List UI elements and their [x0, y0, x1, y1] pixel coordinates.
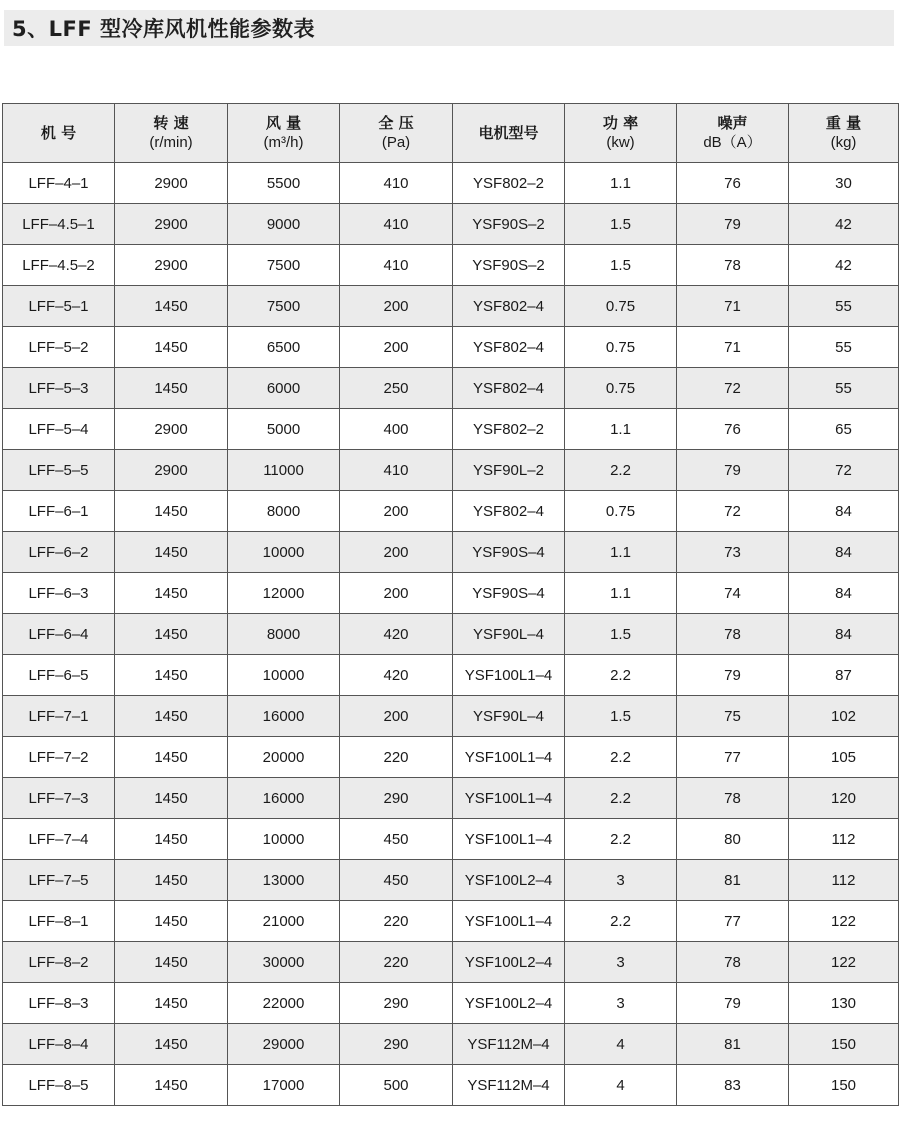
table-cell-speed: 1450 [115, 819, 228, 860]
table-row [3, 819, 899, 860]
table-cell-model: LFF–7–1 [3, 696, 115, 737]
table-cell-pressure: 420 [340, 655, 453, 696]
table-cell-pressure: 200 [340, 286, 453, 327]
table-cell-noise: 71 [677, 327, 789, 368]
table-cell-power: 2.2 [565, 737, 677, 778]
table-cell-model: LFF–4.5–1 [3, 204, 115, 245]
table-row [3, 614, 899, 655]
table-cell-model: LFF–8–2 [3, 942, 115, 983]
table-cell-pressure: 290 [340, 778, 453, 819]
table-cell-motor-model: YSF90L–4 [453, 614, 565, 655]
table-cell-model: LFF–8–1 [3, 901, 115, 942]
table-cell-noise: 72 [677, 491, 789, 532]
table-cell-model: LFF–5–4 [3, 409, 115, 450]
table-cell-speed: 1450 [115, 614, 228, 655]
table-cell-weight: 120 [789, 778, 899, 819]
table-cell-airflow: 13000 [228, 860, 340, 901]
column-header-label: 转 速 [153, 114, 189, 132]
column-header-unit: (m³/h) [263, 134, 304, 151]
table-cell-model: LFF–7–5 [3, 860, 115, 901]
table-header-row [3, 104, 899, 163]
table-cell-airflow: 16000 [228, 778, 340, 819]
table-cell-model: LFF–5–1 [3, 286, 115, 327]
table-cell-airflow: 10000 [228, 819, 340, 860]
table-cell-noise: 78 [677, 245, 789, 286]
table-cell-airflow: 30000 [228, 942, 340, 983]
table-cell-speed: 1450 [115, 368, 228, 409]
column-header-label: 重 量 [825, 114, 862, 132]
column-header-power [565, 104, 677, 163]
performance-table-container [2, 103, 898, 1106]
table-cell-airflow: 10000 [228, 532, 340, 573]
table-cell-pressure: 410 [340, 204, 453, 245]
column-header-label: 机 号 [40, 123, 77, 142]
table-cell-pressure: 220 [340, 942, 453, 983]
table-cell-motor-model: YSF90S–4 [453, 532, 565, 573]
table-cell-airflow: 21000 [228, 901, 340, 942]
table-cell-speed: 2900 [115, 450, 228, 491]
table-cell-weight: 84 [789, 491, 899, 532]
table-cell-speed: 1450 [115, 573, 228, 614]
table-cell-weight: 122 [789, 901, 899, 942]
table-cell-noise: 78 [677, 614, 789, 655]
table-cell-noise: 80 [677, 819, 789, 860]
table-cell-weight: 150 [789, 1024, 899, 1065]
table-cell-speed: 1450 [115, 737, 228, 778]
table-cell-noise: 73 [677, 532, 789, 573]
table-cell-noise: 77 [677, 901, 789, 942]
table-cell-pressure: 220 [340, 737, 453, 778]
column-header-unit: (r/min) [149, 134, 193, 151]
table-cell-airflow: 6000 [228, 368, 340, 409]
table-cell-motor-model: YSF112M–4 [453, 1024, 565, 1065]
table-cell-weight: 150 [789, 1065, 899, 1106]
table-cell-noise: 79 [677, 983, 789, 1024]
table-cell-weight: 84 [789, 573, 899, 614]
table-cell-weight: 105 [789, 737, 899, 778]
table-row [3, 655, 899, 696]
table-cell-power: 1.1 [565, 573, 677, 614]
table-cell-motor-model: YSF100L2–4 [453, 942, 565, 983]
table-cell-motor-model: YSF90S–2 [453, 204, 565, 245]
table-cell-power: 1.1 [565, 163, 677, 204]
table-cell-speed: 1450 [115, 655, 228, 696]
table-cell-pressure: 250 [340, 368, 453, 409]
table-cell-motor-model: YSF100L1–4 [453, 778, 565, 819]
table-cell-speed: 1450 [115, 327, 228, 368]
table-cell-power: 2.2 [565, 778, 677, 819]
table-row [3, 696, 899, 737]
table-cell-airflow: 5500 [228, 163, 340, 204]
table-cell-motor-model: YSF100L1–4 [453, 655, 565, 696]
table-row [3, 901, 899, 942]
table-cell-model: LFF–7–4 [3, 819, 115, 860]
table-cell-speed: 2900 [115, 245, 228, 286]
table-cell-pressure: 220 [340, 901, 453, 942]
table-row [3, 1024, 899, 1065]
table-cell-airflow: 22000 [228, 983, 340, 1024]
column-header-airflow [228, 104, 340, 163]
table-cell-pressure: 410 [340, 450, 453, 491]
table-cell-weight: 112 [789, 860, 899, 901]
table-cell-airflow: 16000 [228, 696, 340, 737]
table-cell-weight: 30 [789, 163, 899, 204]
table-cell-noise: 75 [677, 696, 789, 737]
table-cell-speed: 1450 [115, 286, 228, 327]
table-cell-weight: 42 [789, 204, 899, 245]
table-cell-noise: 81 [677, 1024, 789, 1065]
column-header-label: 噪声 [717, 114, 748, 132]
table-cell-power: 0.75 [565, 286, 677, 327]
table-cell-model: LFF–4.5–2 [3, 245, 115, 286]
table-cell-motor-model: YSF802–4 [453, 368, 565, 409]
table-cell-power: 1.5 [565, 204, 677, 245]
table-cell-weight: 112 [789, 819, 899, 860]
table-row [3, 737, 899, 778]
table-cell-noise: 77 [677, 737, 789, 778]
table-row [3, 778, 899, 819]
table-cell-power: 1.5 [565, 614, 677, 655]
table-cell-model: LFF–4–1 [3, 163, 115, 204]
table-cell-noise: 81 [677, 860, 789, 901]
table-cell-power: 3 [565, 860, 677, 901]
table-row [3, 409, 899, 450]
table-cell-speed: 1450 [115, 491, 228, 532]
table-cell-pressure: 400 [340, 409, 453, 450]
table-cell-weight: 102 [789, 696, 899, 737]
table-cell-speed: 2900 [115, 163, 228, 204]
table-cell-model: LFF–8–5 [3, 1065, 115, 1106]
table-cell-noise: 79 [677, 655, 789, 696]
table-cell-airflow: 7500 [228, 245, 340, 286]
column-header-model [3, 104, 115, 163]
table-cell-power: 1.5 [565, 696, 677, 737]
column-header-label: 功 率 [602, 114, 639, 132]
table-cell-speed: 2900 [115, 409, 228, 450]
table-cell-airflow: 11000 [228, 450, 340, 491]
table-cell-power: 0.75 [565, 491, 677, 532]
table-cell-power: 4 [565, 1024, 677, 1065]
table-cell-model: LFF–8–4 [3, 1024, 115, 1065]
table-row [3, 491, 899, 532]
table-cell-pressure: 290 [340, 983, 453, 1024]
table-cell-motor-model: YSF100L2–4 [453, 860, 565, 901]
table-cell-weight: 84 [789, 532, 899, 573]
table-cell-airflow: 9000 [228, 204, 340, 245]
table-cell-noise: 79 [677, 204, 789, 245]
column-header-speed [115, 104, 228, 163]
table-cell-motor-model: YSF100L2–4 [453, 983, 565, 1024]
table-cell-motor-model: YSF100L1–4 [453, 901, 565, 942]
table-row [3, 1065, 899, 1106]
table-cell-speed: 1450 [115, 532, 228, 573]
column-header-weight [789, 104, 899, 163]
table-cell-weight: 72 [789, 450, 899, 491]
table-cell-motor-model: YSF802–4 [453, 491, 565, 532]
table-cell-motor-model: YSF100L1–4 [453, 737, 565, 778]
table-cell-motor-model: YSF802–4 [453, 286, 565, 327]
table-cell-weight: 55 [789, 327, 899, 368]
table-cell-weight: 130 [789, 983, 899, 1024]
table-cell-pressure: 200 [340, 532, 453, 573]
table-cell-speed: 1450 [115, 778, 228, 819]
table-row [3, 860, 899, 901]
table-cell-weight: 87 [789, 655, 899, 696]
table-cell-pressure: 290 [340, 1024, 453, 1065]
table-cell-power: 1.5 [565, 245, 677, 286]
table-cell-pressure: 420 [340, 614, 453, 655]
table-cell-pressure: 200 [340, 327, 453, 368]
table-cell-noise: 76 [677, 409, 789, 450]
column-header-pressure [340, 104, 453, 163]
table-row [3, 942, 899, 983]
table-cell-speed: 1450 [115, 860, 228, 901]
table-cell-airflow: 8000 [228, 491, 340, 532]
table-cell-motor-model: YSF90S–4 [453, 573, 565, 614]
table-cell-noise: 71 [677, 286, 789, 327]
table-cell-speed: 1450 [115, 901, 228, 942]
table-row [3, 163, 899, 204]
table-cell-airflow: 5000 [228, 409, 340, 450]
table-row [3, 368, 899, 409]
column-header-unit: (kg) [830, 134, 857, 151]
table-cell-pressure: 200 [340, 491, 453, 532]
table-cell-speed: 2900 [115, 204, 228, 245]
table-cell-power: 0.75 [565, 327, 677, 368]
column-header-noise [677, 104, 789, 163]
table-cell-pressure: 450 [340, 860, 453, 901]
table-row [3, 245, 899, 286]
table-cell-noise: 78 [677, 778, 789, 819]
table-row [3, 532, 899, 573]
table-cell-power: 0.75 [565, 368, 677, 409]
table-cell-motor-model: YSF802–4 [453, 327, 565, 368]
table-cell-motor-model: YSF90L–2 [453, 450, 565, 491]
table-row [3, 573, 899, 614]
table-cell-speed: 1450 [115, 1024, 228, 1065]
table-cell-weight: 42 [789, 245, 899, 286]
table-cell-power: 4 [565, 1065, 677, 1106]
table-cell-weight: 84 [789, 614, 899, 655]
table-cell-motor-model: YSF100L1–4 [453, 819, 565, 860]
performance-table [2, 103, 899, 1106]
table-cell-pressure: 500 [340, 1065, 453, 1106]
table-cell-motor-model: YSF90S–2 [453, 245, 565, 286]
table-cell-noise: 74 [677, 573, 789, 614]
table-row [3, 204, 899, 245]
table-cell-airflow: 17000 [228, 1065, 340, 1106]
table-cell-power: 1.1 [565, 532, 677, 573]
table-cell-airflow: 7500 [228, 286, 340, 327]
section-title: 5、LFF 型冷库风机性能参数表 [12, 17, 315, 41]
table-cell-airflow: 29000 [228, 1024, 340, 1065]
table-cell-weight: 65 [789, 409, 899, 450]
table-cell-pressure: 450 [340, 819, 453, 860]
table-cell-model: LFF–6–2 [3, 532, 115, 573]
table-cell-model: LFF–6–5 [3, 655, 115, 696]
table-row [3, 286, 899, 327]
table-cell-weight: 55 [789, 368, 899, 409]
table-cell-power: 2.2 [565, 901, 677, 942]
table-cell-power: 2.2 [565, 819, 677, 860]
column-header-unit: (kw) [606, 134, 635, 151]
table-cell-model: LFF–6–1 [3, 491, 115, 532]
table-cell-model: LFF–8–3 [3, 983, 115, 1024]
table-cell-power: 1.1 [565, 409, 677, 450]
table-cell-airflow: 10000 [228, 655, 340, 696]
table-cell-pressure: 410 [340, 163, 453, 204]
table-cell-speed: 1450 [115, 942, 228, 983]
table-cell-model: LFF–5–2 [3, 327, 115, 368]
table-cell-noise: 79 [677, 450, 789, 491]
table-body [3, 163, 899, 1106]
table-cell-model: LFF–5–3 [3, 368, 115, 409]
table-cell-weight: 122 [789, 942, 899, 983]
table-cell-noise: 72 [677, 368, 789, 409]
table-cell-noise: 83 [677, 1065, 789, 1106]
table-cell-speed: 1450 [115, 983, 228, 1024]
table-cell-airflow: 6500 [228, 327, 340, 368]
table-cell-speed: 1450 [115, 696, 228, 737]
table-cell-model: LFF–5–5 [3, 450, 115, 491]
table-cell-power: 3 [565, 942, 677, 983]
table-cell-pressure: 200 [340, 573, 453, 614]
table-cell-model: LFF–6–3 [3, 573, 115, 614]
table-cell-pressure: 200 [340, 696, 453, 737]
table-cell-motor-model: YSF802–2 [453, 163, 565, 204]
table-row [3, 327, 899, 368]
table-cell-power: 2.2 [565, 450, 677, 491]
column-header-unit: dB（A） [703, 134, 762, 151]
column-header-label: 全 压 [378, 114, 414, 132]
table-cell-model: LFF–7–3 [3, 778, 115, 819]
table-cell-airflow: 8000 [228, 614, 340, 655]
table-cell-power: 3 [565, 983, 677, 1024]
table-cell-pressure: 410 [340, 245, 453, 286]
table-cell-motor-model: YSF90L–4 [453, 696, 565, 737]
table-cell-motor-model: YSF802–2 [453, 409, 565, 450]
column-header-motor-model [453, 104, 565, 163]
section-title-bar [4, 10, 894, 46]
table-cell-motor-model: YSF112M–4 [453, 1065, 565, 1106]
table-cell-noise: 78 [677, 942, 789, 983]
table-cell-noise: 76 [677, 163, 789, 204]
table-cell-power: 2.2 [565, 655, 677, 696]
table-row [3, 450, 899, 491]
table-cell-airflow: 12000 [228, 573, 340, 614]
column-header-unit: (Pa) [381, 134, 411, 151]
table-cell-weight: 55 [789, 286, 899, 327]
table-cell-speed: 1450 [115, 1065, 228, 1106]
column-header-label: 风 量 [265, 114, 302, 132]
table-row [3, 983, 899, 1024]
table-cell-model: LFF–7–2 [3, 737, 115, 778]
column-header-label: 电机型号 [478, 123, 539, 142]
table-cell-model: LFF–6–4 [3, 614, 115, 655]
table-cell-airflow: 20000 [228, 737, 340, 778]
